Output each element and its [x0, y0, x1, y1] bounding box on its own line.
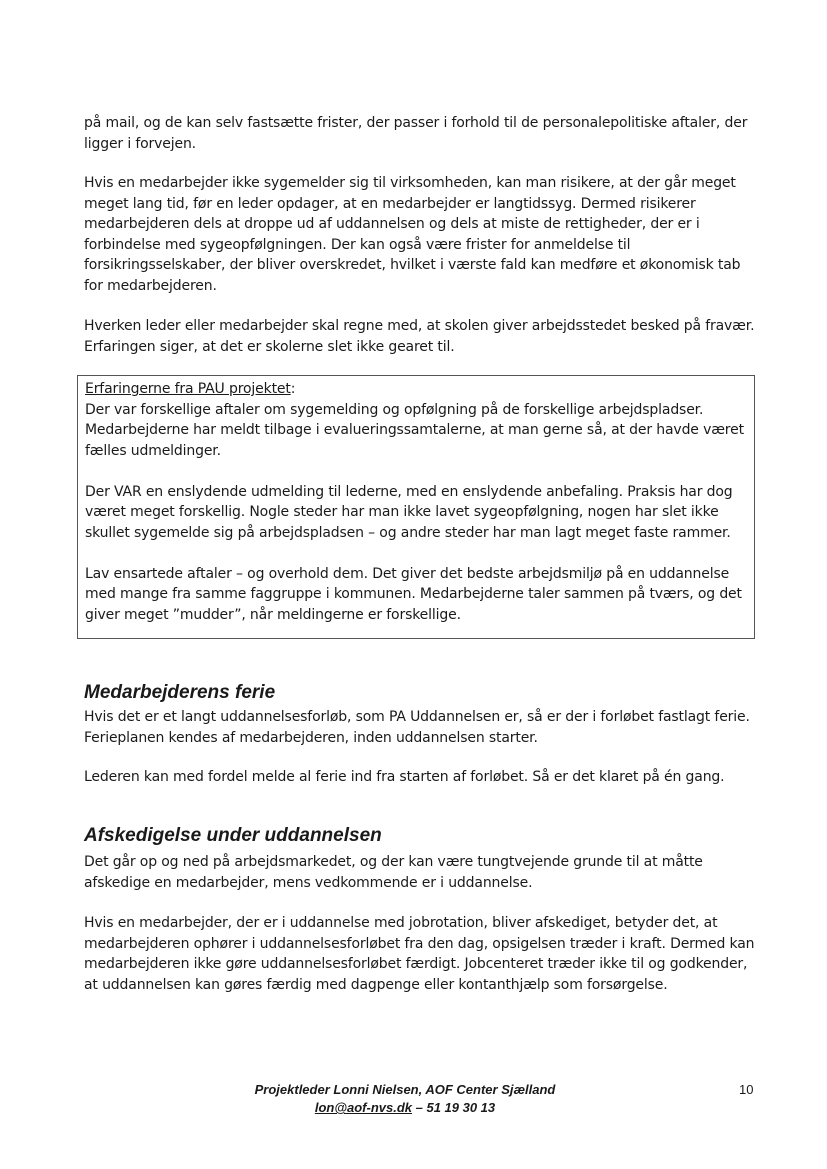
- body-paragraph: Hvis det er et langt uddannelsesforløb, som PA Uddannelsen er, så er der i forløbet fastlagt ferie. Ferieplanen kendes af medarbejderen, inden uddannelsen starter.: [84, 709, 750, 746]
- footer-phone: – 51 19 30 13: [412, 1100, 496, 1115]
- experience-box-title: [85, 379, 749, 400]
- experience-paragraph: Der VAR en enslydende udmelding til lederne, med en enslydende anbefaling. Praksis har dog været meget forskellig. Nogle steder har man ikke lavet sygeopfølgning, nogen har slet ikke skullet sygemelde sig på arbejdspladsen – og andre steder har man lagt meget faste rammer.: [85, 483, 733, 541]
- body-paragraph: Hvis en medarbejder ikke sygemelder sig til virksomheden, kan man risikere, at der går meget meget lang tid, før en leder opdager, at en medarbejder er langtidssyg. Dermed risikerer medarbejderen dels at droppe ud af uddannelsen og dels at miste de rettigheder, der er i forbindelse med sygeopfølgningen. Der kan også være frister for anmeldelse til forsikringsselskaber, der bliver overskredet, hvilket i værste fald kan medføre et økonomisk tab for medarbejderen.: [84, 175, 741, 294]
- page-number: 10: [739, 1082, 754, 1097]
- experience-box: [77, 375, 755, 639]
- footer-author-line: Projektleder Lonni Nielsen, AOF Center Sjælland: [254, 1082, 556, 1097]
- section-heading-ferie: Medarbejderens ferie: [84, 682, 276, 703]
- body-paragraph: Hvis en medarbejder, der er i uddannelse med jobrotation, bliver afskediget, betyder det, at medarbejderen ophører i uddannelsesforløbet fra den dag, opsigelsen træder i kraft. Dermed kan medarbejderen ikke gøre uddannelsesforløbet færdigt. Jobcenteret træder ikke til og godkender, at uddannelsen kan gøres færdig med dagpenge eller kontanthjælp som forsørgelse.: [84, 915, 755, 993]
- spacer: [85, 543, 749, 564]
- page-footer: [200, 1081, 610, 1117]
- body-paragraph: Det går op og ned på arbejdsmarkedet, og der kan være tungtvejende grunde til at måtte afskedige en medarbejder, mens vedkommende er i uddannelse.: [84, 854, 703, 891]
- footer-email-link[interactable]: lon@aof-nvs.dk: [314, 1100, 413, 1115]
- body-paragraph: på mail, og de kan selv fastsætte frister, der passer i forhold til de personalepolitiske aftaler, der ligger i forvejen.: [84, 115, 748, 152]
- experience-paragraph: Der var forskellige aftaler om sygemelding og opfølgning på de forskellige arbejdspladser. Medarbejderne har meldt tilbage i evalueringssamtalerne, at man gerne så, at der havde været fælles udmeldinger.: [85, 401, 744, 459]
- body-paragraph: Hverken leder eller medarbejder skal regne med, at skolen giver arbejdsstedet besked på fravær. Erfaringen siger, at det er skolerne slet ikke gearet til.: [84, 318, 755, 355]
- section-heading-afskedigelse: Afskedigelse under uddannelsen: [84, 825, 382, 846]
- experience-paragraph: Lav ensartede aftaler – og overhold dem. Det giver det bedste arbejdsmiljø på en uddannelse med mange fra samme faggruppe i kommunen. Medarbejderne taler sammen på tværs, og det giver meget ”mudder”, når meldingerne er forskellige.: [85, 565, 742, 623]
- experience-box-heading: Erfaringerne fra PAU projektet: [85, 381, 291, 397]
- body-paragraph: Lederen kan med fordel melde al ferie ind fra starten af forløbet. Så er det klaret på én gang.: [84, 769, 725, 785]
- footer-contact-line: [200, 1099, 610, 1117]
- spacer: [85, 461, 749, 482]
- experience-box-content: [85, 379, 749, 625]
- experience-box-heading-colon: :: [290, 381, 296, 397]
